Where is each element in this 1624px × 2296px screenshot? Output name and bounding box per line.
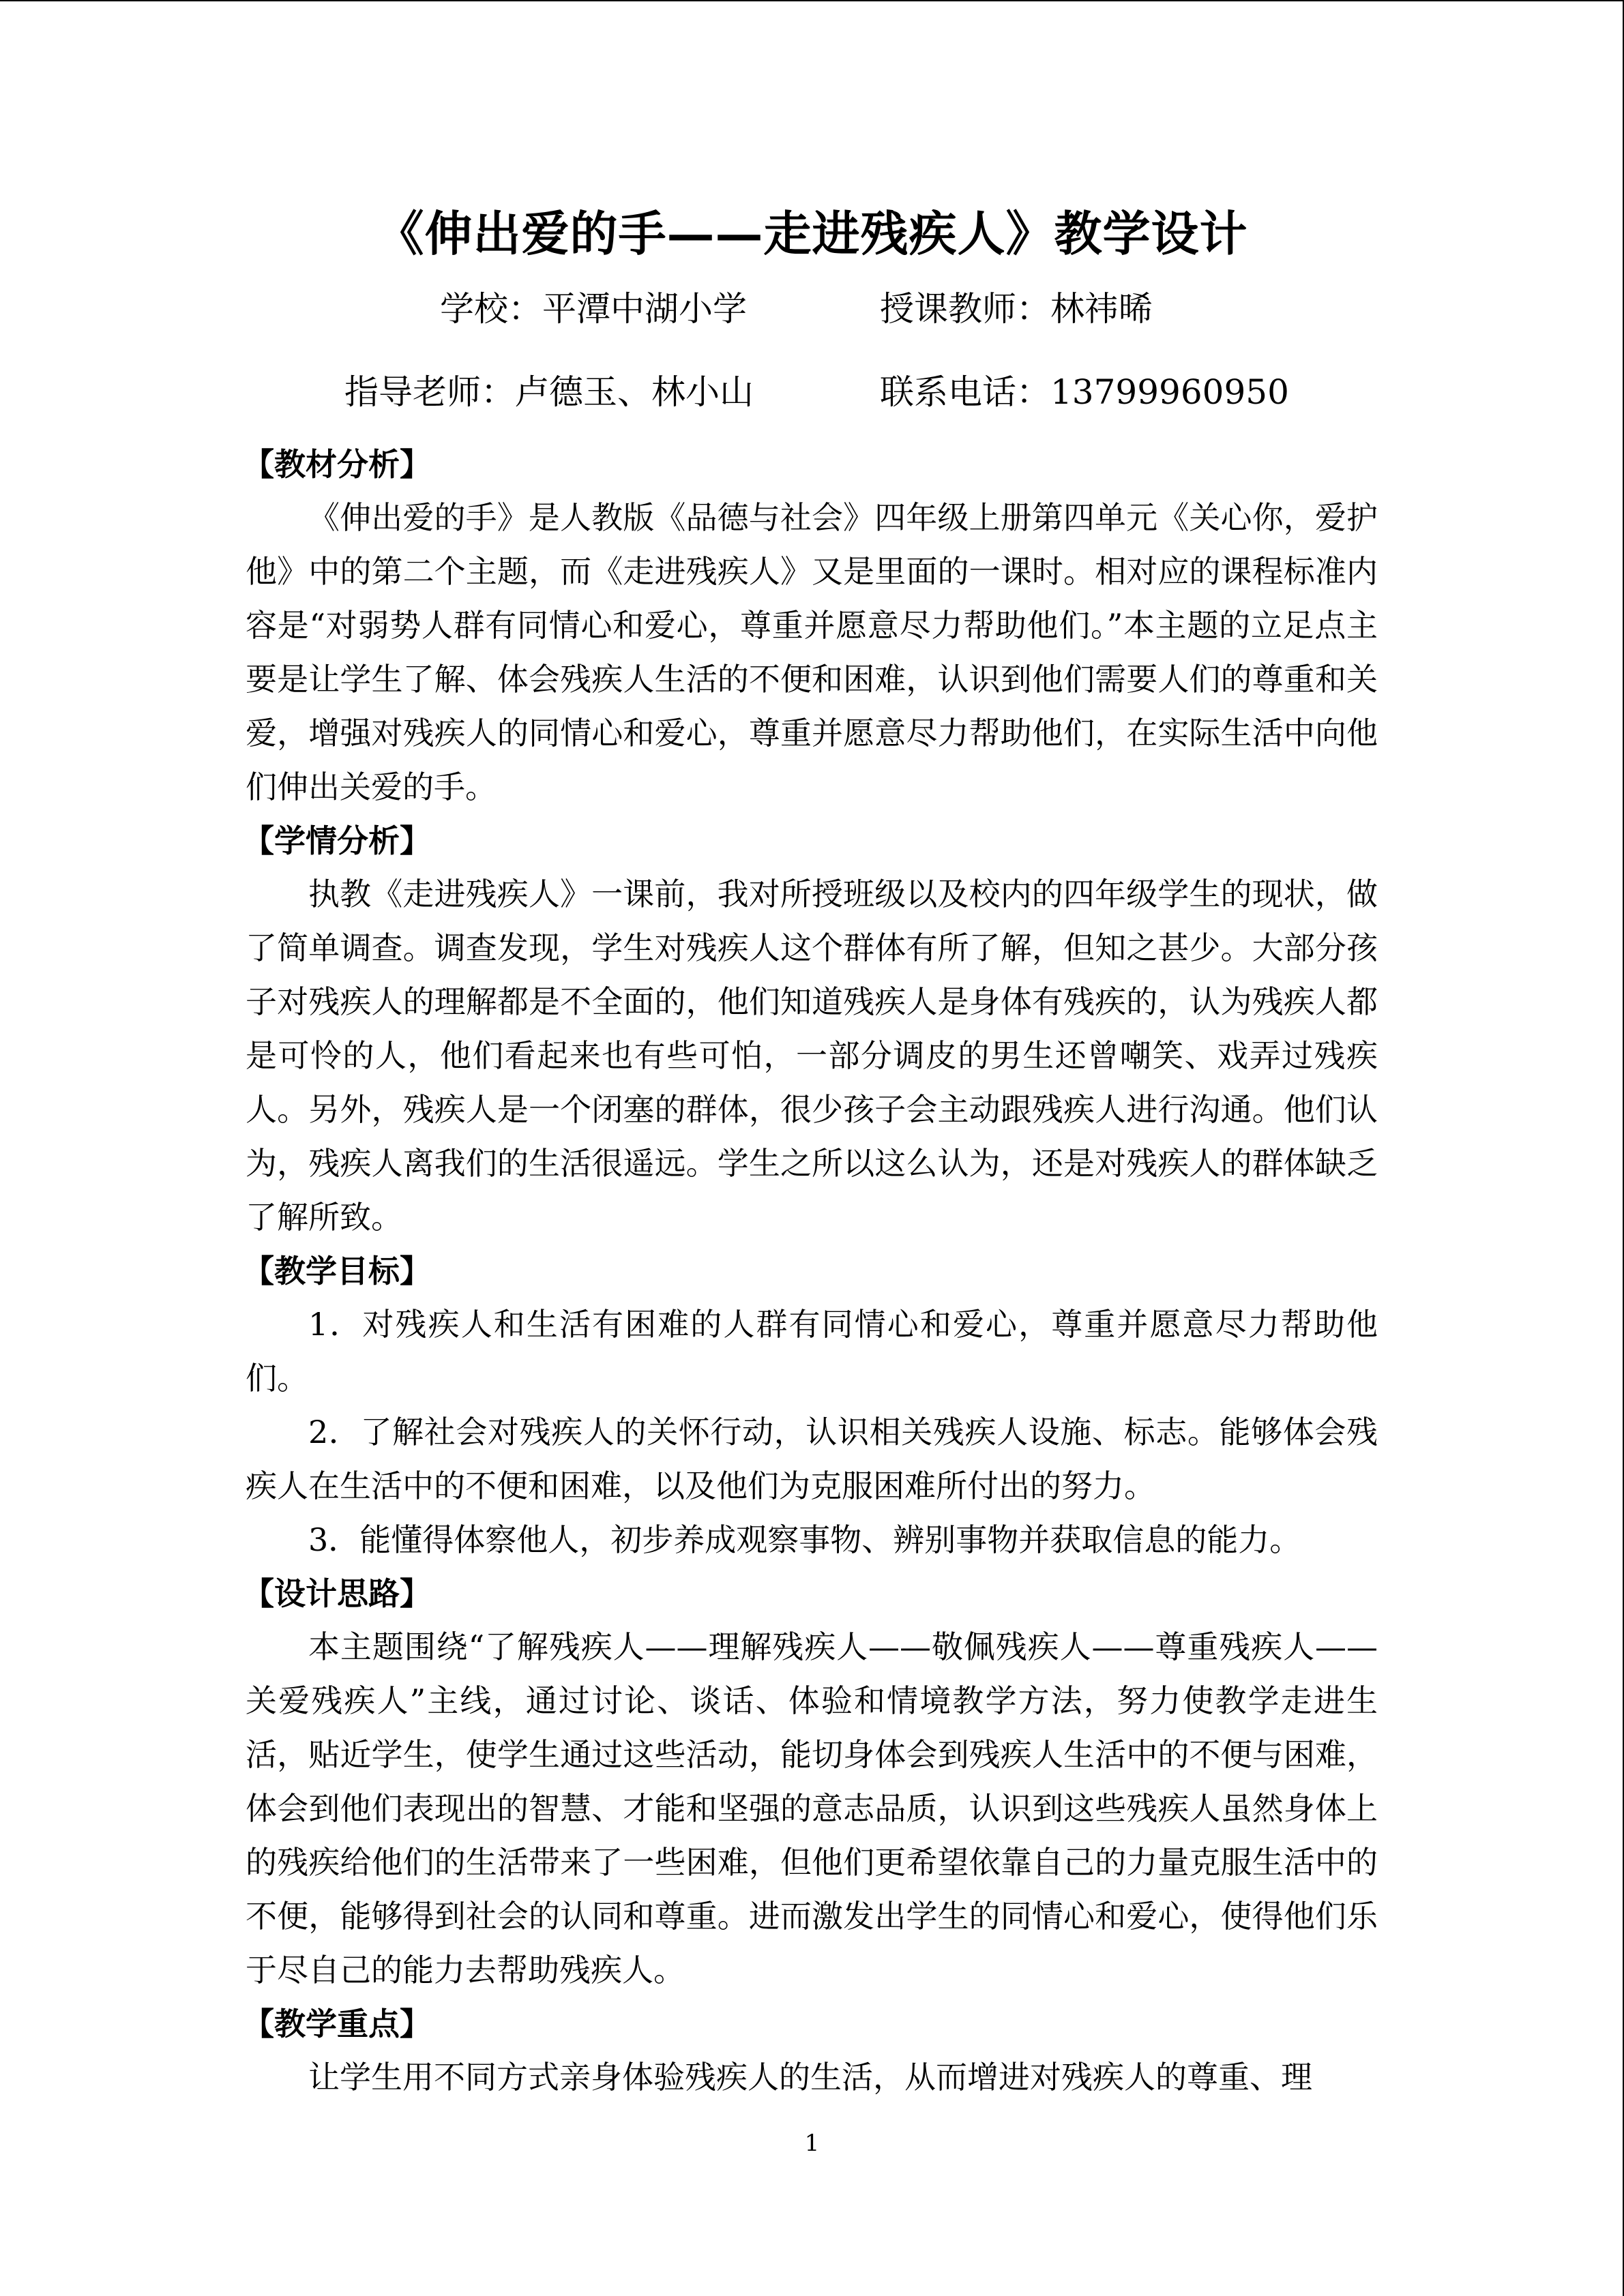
section-heading-key-points: 【教学重点】 [243, 2006, 431, 2042]
paragraph: 执教《走进残疾人》一课前，我对所授班级以及校内的四年级学生的现状，做了简单调查。调查发现，学生对残疾人这个群体有所了解，但知之甚少。大部分孩子对残疾人的理解都是不全面的，他们知道残疾人是身体有残疾的，认为残疾人都是可怜的人，他们看起来也有些可怕，一部分调皮的男生还曾嘲笑、戏弄过残疾人。另外，残疾人是一个闭塞的群体，很少孩子会主动跟残疾人进行沟通。他们认为，残疾人离我们的生活很遥远。学生之所以这么认为，还是对残疾人的群体缺乏了解所致。 [246, 876, 1378, 1236]
school-info: 学校：平潭中湖小学 [440, 289, 747, 329]
section-heading-student-analysis: 【学情分析】 [243, 822, 431, 859]
section-heading-teaching-goals: 【教学目标】 [243, 1253, 431, 1289]
page-number: 1 [804, 2130, 820, 2157]
page-top-border [0, 0, 1624, 1]
paragraph: 本主题围绕“了解残疾人——理解残疾人——敬佩残疾人——尊重残疾人——关爱残疾人”主线，通过讨论、谈话、体验和情境教学方法，努力使教学走进生活，贴近学生，使学生通过这些活动，能切身体会到残疾人生活中的不便与困难，体会到他们表现出的智慧、才能和坚强的意志品质，认识到这些残疾人虽然身体上的残疾给他们的生活带来了一些困难，但他们更希望依靠自己的力量克服生活中的不便，能够得到社会的认同和尊重。进而激发出学生的同情心和爱心，使得他们乐于尽自己的能力去帮助残疾人。 [246, 1628, 1378, 1988]
document-title: 《伸出爱的手——走进残疾人》教学设计 [376, 205, 1248, 262]
goal-item-1: 1．对残疾人和生活有困难的人群有同情心和爱心，尊重并愿意尽力帮助他们。 [246, 1306, 1378, 1397]
section-heading-textbook-analysis: 【教材分析】 [243, 446, 431, 483]
advisor-info: 指导老师：卢德玉、林小山 [344, 372, 754, 412]
goal-item-3: 3．能懂得体察他人，初步养成观察事物、辨别事物并获取信息的能力。 [308, 1521, 1301, 1558]
section-heading-design-idea: 【设计思路】 [243, 1575, 431, 1612]
paragraph: 《伸出爱的手》是人教版《品德与社会》四年级上册第四单元《关心你，爱护他》中的第二个主题，而《走进残疾人》又是里面的一课时。相对应的课程标准内容是“对弱势人群有同情心和爱心，尊重并愿意尽力帮助他们。”本主题的立足点主要是让学生了解、体会残疾人生活的不便和困难，认识到他们需要人们的尊重和关爱，增强对残疾人的同情心和爱心，尊重并愿意尽力帮助他们，在实际生活中向他们伸出关爱的手。 [246, 499, 1378, 805]
paragraph: 让学生用不同方式亲身体验残疾人的生活，从而增进对残疾人的尊重、理 [308, 2059, 1312, 2096]
document-body [243, 438, 1378, 2104]
phone-info: 联系电话：13799960950 [880, 372, 1289, 412]
goal-item-2: 2．了解社会对残疾人的关怀行动，认识相关残疾人设施、标志。能够体会残疾人在生活中的不便和困难，以及他们为克服困难所付出的努力。 [246, 1414, 1378, 1504]
teacher-info: 授课教师：林祎晞 [880, 289, 1153, 329]
